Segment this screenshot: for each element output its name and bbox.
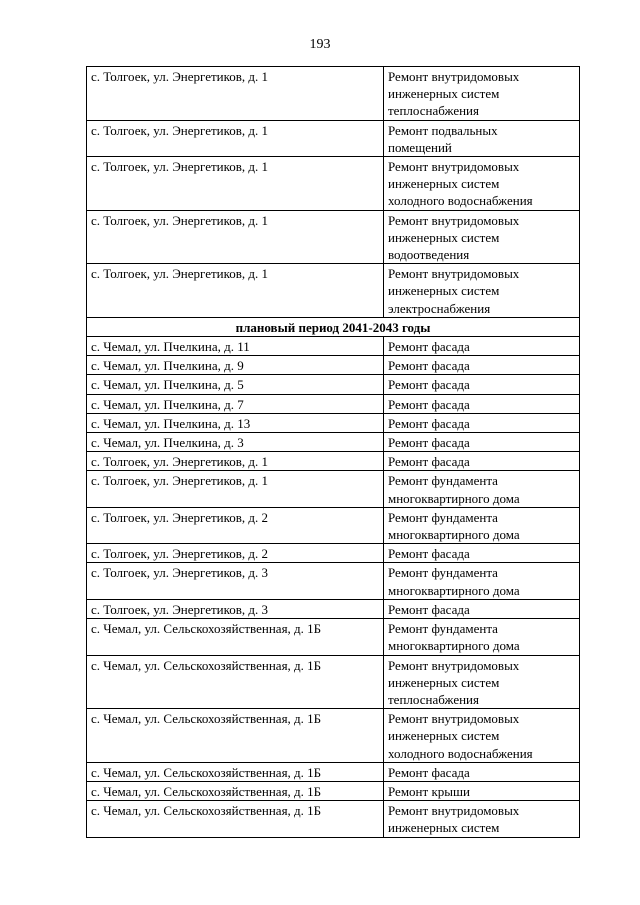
address-cell: с. Чемал, ул. Сельскохозяйственная, д. 1Б [87,619,384,655]
work-type-line: Ремонт фундамента [388,621,498,637]
work-type-line: Ремонт подвальных [388,122,498,138]
work-type-line: Ремонт фундамента [388,565,498,581]
table-row [87,413,580,432]
work-type-cell [384,452,580,471]
address-cell: с. Толгоек, ул. Энергетиков, д. 2 [87,544,384,563]
work-type-line: Ремонт фасада [388,435,470,451]
work-type-cell [384,709,580,763]
table-row [87,337,580,356]
work-type-line: Ремонт внутридомовых [388,266,520,282]
work-type-line: Ремонт фундамента [388,473,498,489]
work-type-line: Ремонт внутридомовых [388,803,520,819]
section-header-row [87,317,580,336]
table-row [87,210,580,264]
work-type-cell [384,781,580,800]
table-row [87,120,580,156]
work-type-cell [384,544,580,563]
work-type-cell [384,210,580,264]
work-type-line: Ремонт фасада [388,454,470,470]
table-row [87,762,580,781]
work-type-cell [384,356,580,375]
table-row [87,655,580,709]
work-type-line: Ремонт внутридомовых [388,657,520,673]
work-type-line: теплоснабжения [388,691,479,707]
address-cell: с. Толгоек, ул. Энергетиков, д. 2 [87,507,384,543]
work-type-line: Ремонт внутридомовых [388,69,520,84]
work-type-line: Ремонт фасада [388,415,470,431]
table-row [87,264,580,318]
address-cell: с. Чемал, ул. Сельскохозяйственная, д. 1Б [87,655,384,709]
work-type-line: инженерных систем [388,674,500,690]
work-type-line: инженерных систем [388,229,500,245]
work-type-line: Ремонт внутридомовых [388,711,520,727]
work-type-cell [384,563,580,599]
table-row [87,452,580,471]
repair-schedule-table [86,66,580,838]
address-cell: с. Чемал, ул. Пчелкина, д. 7 [87,394,384,413]
address-cell: с. Толгоек, ул. Энергетиков, д. 1 [87,210,384,264]
work-type-line: Ремонт крыши [388,783,470,799]
table-row [87,619,580,655]
work-type-cell [384,507,580,543]
work-type-cell [384,120,580,156]
work-type-cell [384,619,580,655]
address-cell: с. Толгоек, ул. Энергетиков, д. 1 [87,452,384,471]
address-cell: с. Толгоек, ул. Энергетиков, д. 1 [87,471,384,507]
work-type-line: инженерных систем [388,176,500,192]
work-type-cell [384,394,580,413]
work-type-line: Ремонт фасада [388,377,470,393]
work-type-line: Ремонт внутридомовых [388,159,520,175]
address-cell: с. Толгоек, ул. Энергетиков, д. 3 [87,563,384,599]
work-type-line: электроснабжения [388,300,491,316]
table-row [87,709,580,763]
work-type-cell [384,801,580,837]
table-row [87,563,580,599]
work-type-line: помещений [388,139,452,155]
table-row [87,599,580,618]
table-row [87,157,580,211]
work-type-cell [384,337,580,356]
work-type-line: Ремонт фасада [388,764,470,780]
work-type-line: многоквартирного дома [388,527,520,543]
work-type-line: Ремонт фасада [388,358,470,374]
table-body [87,67,580,838]
work-type-line: инженерных систем [388,86,500,102]
address-cell: с. Чемал, ул. Пчелкина, д. 3 [87,433,384,452]
work-type-line: водоотведения [388,247,470,263]
work-type-line: Ремонт внутридомовых [388,212,520,228]
work-type-line: теплоснабжения [388,103,479,119]
table-row [87,67,580,121]
work-type-cell [384,157,580,211]
work-type-line: Ремонт фасада [388,339,470,355]
work-type-cell [384,375,580,394]
address-cell: с. Чемал, ул. Сельскохозяйственная, д. 1Б [87,709,384,763]
work-type-line: инженерных систем [388,728,500,744]
work-type-line: многоквартирного дома [388,582,520,598]
address-cell: с. Толгоек, ул. Энергетиков, д. 1 [87,120,384,156]
table-row [87,507,580,543]
address-cell: с. Толгоек, ул. Энергетиков, д. 1 [87,157,384,211]
table-row [87,394,580,413]
address-cell: с. Чемал, ул. Сельскохозяйственная, д. 1Б [87,781,384,800]
work-type-cell [384,433,580,452]
work-type-line: Ремонт фасада [388,601,470,617]
work-type-cell [384,67,580,121]
address-cell: с. Толгоек, ул. Энергетиков, д. 1 [87,67,384,121]
address-cell: с. Чемал, ул. Сельскохозяйственная, д. 1Б [87,801,384,837]
work-type-line: многоквартирного дома [388,638,520,654]
table-row [87,433,580,452]
address-cell: с. Чемал, ул. Пчелкина, д. 13 [87,413,384,432]
work-type-line: Ремонт фасада [388,546,470,562]
work-type-line: Ремонт фундамента [388,509,498,525]
work-type-line: инженерных систем [388,820,500,836]
address-cell: с. Чемал, ул. Пчелкина, д. 9 [87,356,384,375]
table-row [87,375,580,394]
work-type-cell [384,471,580,507]
address-cell: с. Чемал, ул. Пчелкина, д. 5 [87,375,384,394]
work-type-cell [384,264,580,318]
work-type-cell [384,599,580,618]
work-type-line: холодного водоснабжения [388,745,533,761]
table-row [87,781,580,800]
work-type-line: инженерных систем [388,283,500,299]
address-cell: с. Чемал, ул. Сельскохозяйственная, д. 1Б [87,762,384,781]
work-type-cell [384,762,580,781]
address-cell: с. Толгоек, ул. Энергетиков, д. 3 [87,599,384,618]
address-cell: с. Чемал, ул. Пчелкина, д. 11 [87,337,384,356]
work-type-line: многоквартирного дома [388,490,520,506]
table-row [87,471,580,507]
work-type-cell [384,413,580,432]
table-row [87,544,580,563]
work-type-cell [384,655,580,709]
table-row [87,356,580,375]
address-cell: с. Толгоек, ул. Энергетиков, д. 1 [87,264,384,318]
work-type-line: Ремонт фасада [388,396,470,412]
page-number: 193 [309,37,331,52]
work-type-line: холодного водоснабжения [388,193,533,209]
table-row [87,801,580,837]
section-title: плановый период 2041-2043 годы [87,317,580,336]
